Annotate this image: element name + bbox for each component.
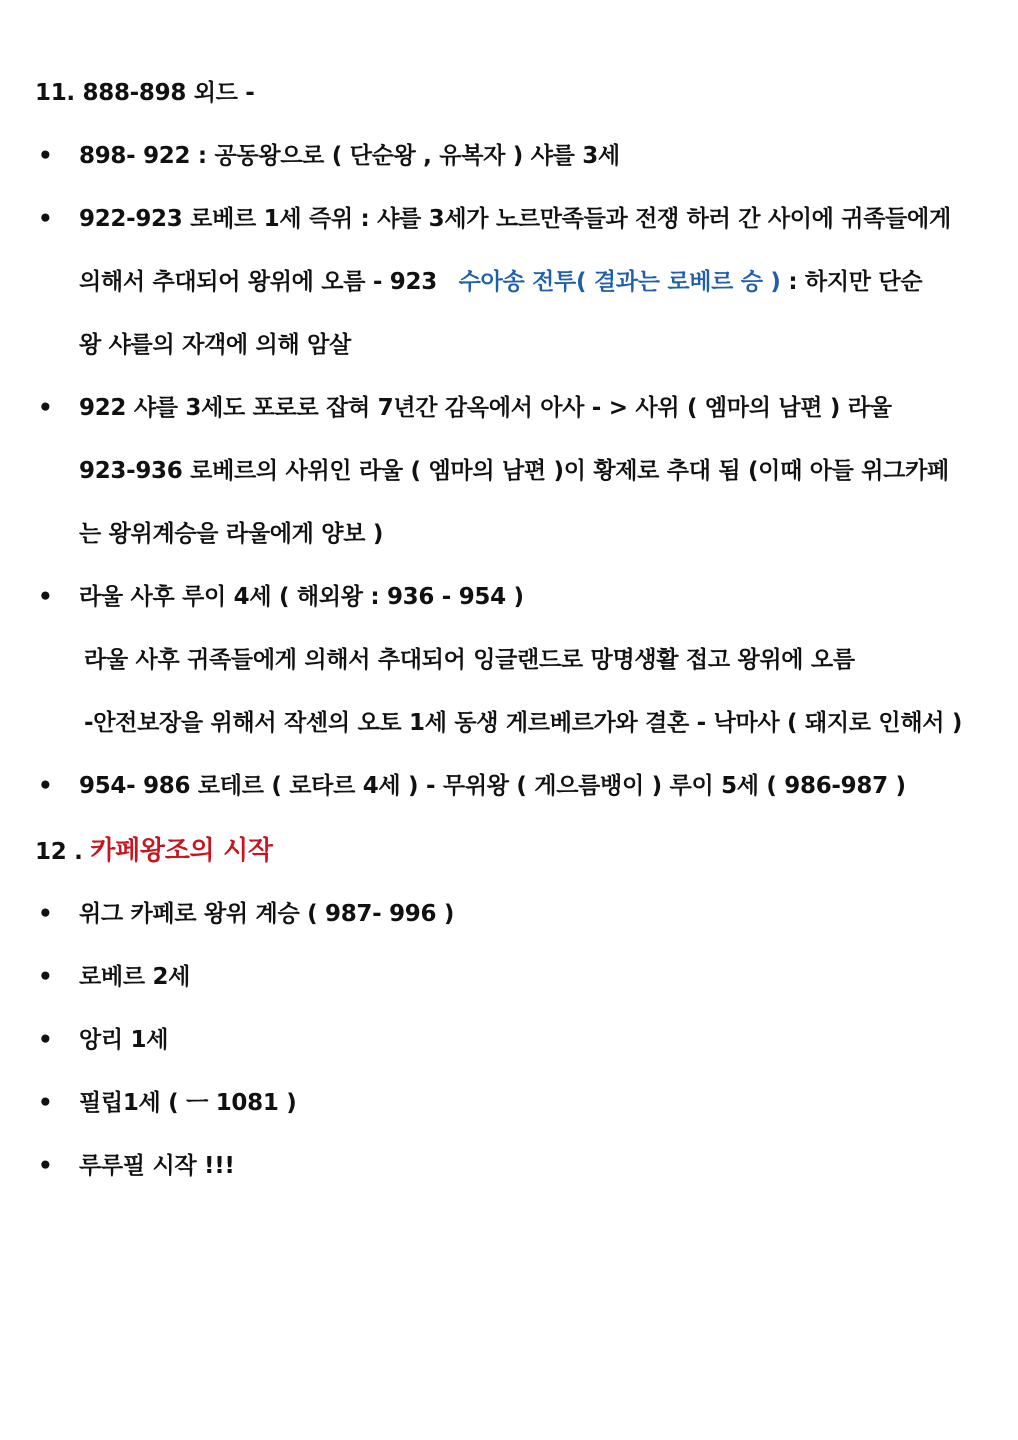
bullet-icon: •	[38, 1153, 53, 1179]
bullet-icon: •	[38, 584, 53, 610]
continuation-text: 는 왕위계승을 라울에게 양보 )	[79, 521, 384, 547]
bullet-icon: •	[38, 773, 53, 799]
bullet-icon: •	[38, 901, 53, 927]
bullet-icon: •	[38, 395, 53, 421]
continuation-text: : 하지만 단순	[780, 269, 923, 295]
list-item-text: 위그 카페로 왕위 계승 ( 987- 996 )	[79, 901, 455, 927]
bullet-icon: •	[38, 1090, 53, 1116]
highlight-battle-text: 수아송 전투( 결과는 로베르 승 )	[458, 269, 781, 295]
continuation-text: -안전보장을 위해서 작센의 오토 1세 동생 게르베르가와 결혼 - 낙마사 ( 돼지로 인해서 )	[84, 710, 963, 736]
list-item-text: 루루필 시작 !!!	[79, 1153, 235, 1179]
continuation-text: 923-936 로베르의 사위인 라울 ( 엠마의 남편 )이 황제로 추대 됨 (이때 아들 위그카페	[79, 458, 949, 484]
section-11-heading-text: 11. 888-898 외드 -	[35, 80, 255, 106]
bullet-icon: •	[38, 1027, 53, 1053]
continuation-text: 왕 샤를의 자객에 의해 암살	[79, 332, 351, 358]
continuation-text: 의해서 추대되어 왕위에 오름 - 923	[79, 269, 437, 295]
bullet-icon: •	[38, 964, 53, 990]
continuation-text: 라울 사후 귀족들에게 의해서 추대되어 잉글랜드로 망명생활 접고 왕위에 오름	[84, 647, 855, 673]
list-item-text: 898- 922 : 공동왕으로 ( 단순왕 , 유복자 ) 샤를 3세	[79, 143, 620, 169]
list-item-text: 라울 사후 루이 4세 ( 해외왕 : 936 - 954 )	[79, 584, 524, 610]
list-item-text: 앙리 1세	[79, 1027, 169, 1053]
bullet-icon: •	[38, 206, 53, 232]
list-item-text: 필립1세 ( ㅡ 1081 )	[79, 1090, 297, 1116]
bullet-icon: •	[38, 143, 53, 169]
list-item-text: 922 샤를 3세도 포로로 잡혀 7년간 감옥에서 아사 - > 사위 ( 엠마의 남편 ) 라울	[79, 395, 892, 421]
section-12-title: 카페왕조의 시작	[90, 836, 273, 866]
list-item-text: 로베르 2세	[79, 964, 191, 990]
list-item-text: 954- 986 로테르 ( 로타르 4세 ) - 무위왕 ( 게으름뱅이 ) 루이 5세 ( 986-987 )	[79, 773, 906, 799]
list-item-text: 922-923 로베르 1세 즉위 : 샤를 3세가 노르만족들과 전쟁 하러 간 사이에 귀족들에게	[79, 206, 951, 232]
section-12-number: 12 .	[35, 839, 83, 865]
